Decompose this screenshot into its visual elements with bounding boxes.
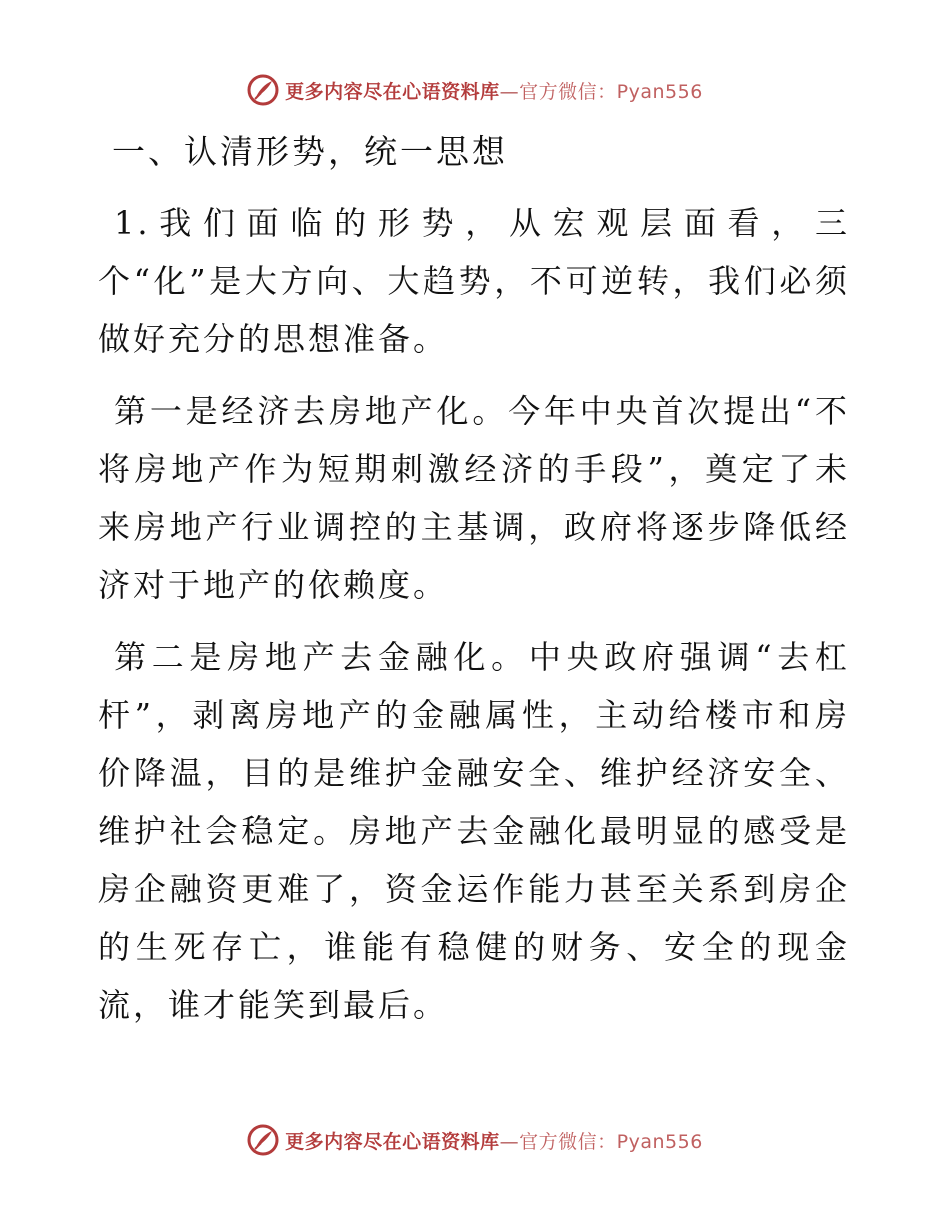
- banner-wechat: 官方微信：Pyan556: [519, 1130, 703, 1153]
- paragraph-2: 第一是经济去房地产化。今年中央首次提出“不将房地产作为短期刺激经济的手段”，奠定了未来房地产行业调控的主基调，政府将逐步降低经济对于地产的依赖度。: [98, 392, 850, 604]
- document-body: [98, 120, 850, 1048]
- banner-brand: 更多内容尽在心语资料库: [285, 1130, 500, 1153]
- banner-separator: —: [499, 1130, 520, 1153]
- feather-logo-icon: [247, 1124, 279, 1156]
- paragraph-3: 第二是房地产去金融化。中央政府强调“去杠杆”，剥离房地产的金融属性，主动给楼市和房价降温，目的是维护金融安全、维护经济安全、维护社会稳定。房地产去金融化最明显的感受是房企融资更难了，资金运作能力甚至关系到房企的生死存亡，谁能有稳健的财务、安全的现金流，谁才能笑到最后。: [98, 638, 850, 1024]
- banner-separator: —: [499, 80, 520, 103]
- banner-brand: 更多内容尽在心语资料库: [285, 80, 500, 103]
- paragraph-1: 1.我们面临的形势，从宏观层面看，三个“化”是大方向、大趋势，不可逆转，我们必须做好充分的思想准备。: [98, 204, 850, 358]
- section-heading: 一、认清形势，统一思想: [112, 132, 508, 171]
- header-banner: [0, 70, 950, 110]
- banner-wechat: 官方微信：Pyan556: [519, 80, 703, 103]
- feather-logo-icon: [247, 74, 279, 106]
- footer-banner: [0, 1120, 950, 1160]
